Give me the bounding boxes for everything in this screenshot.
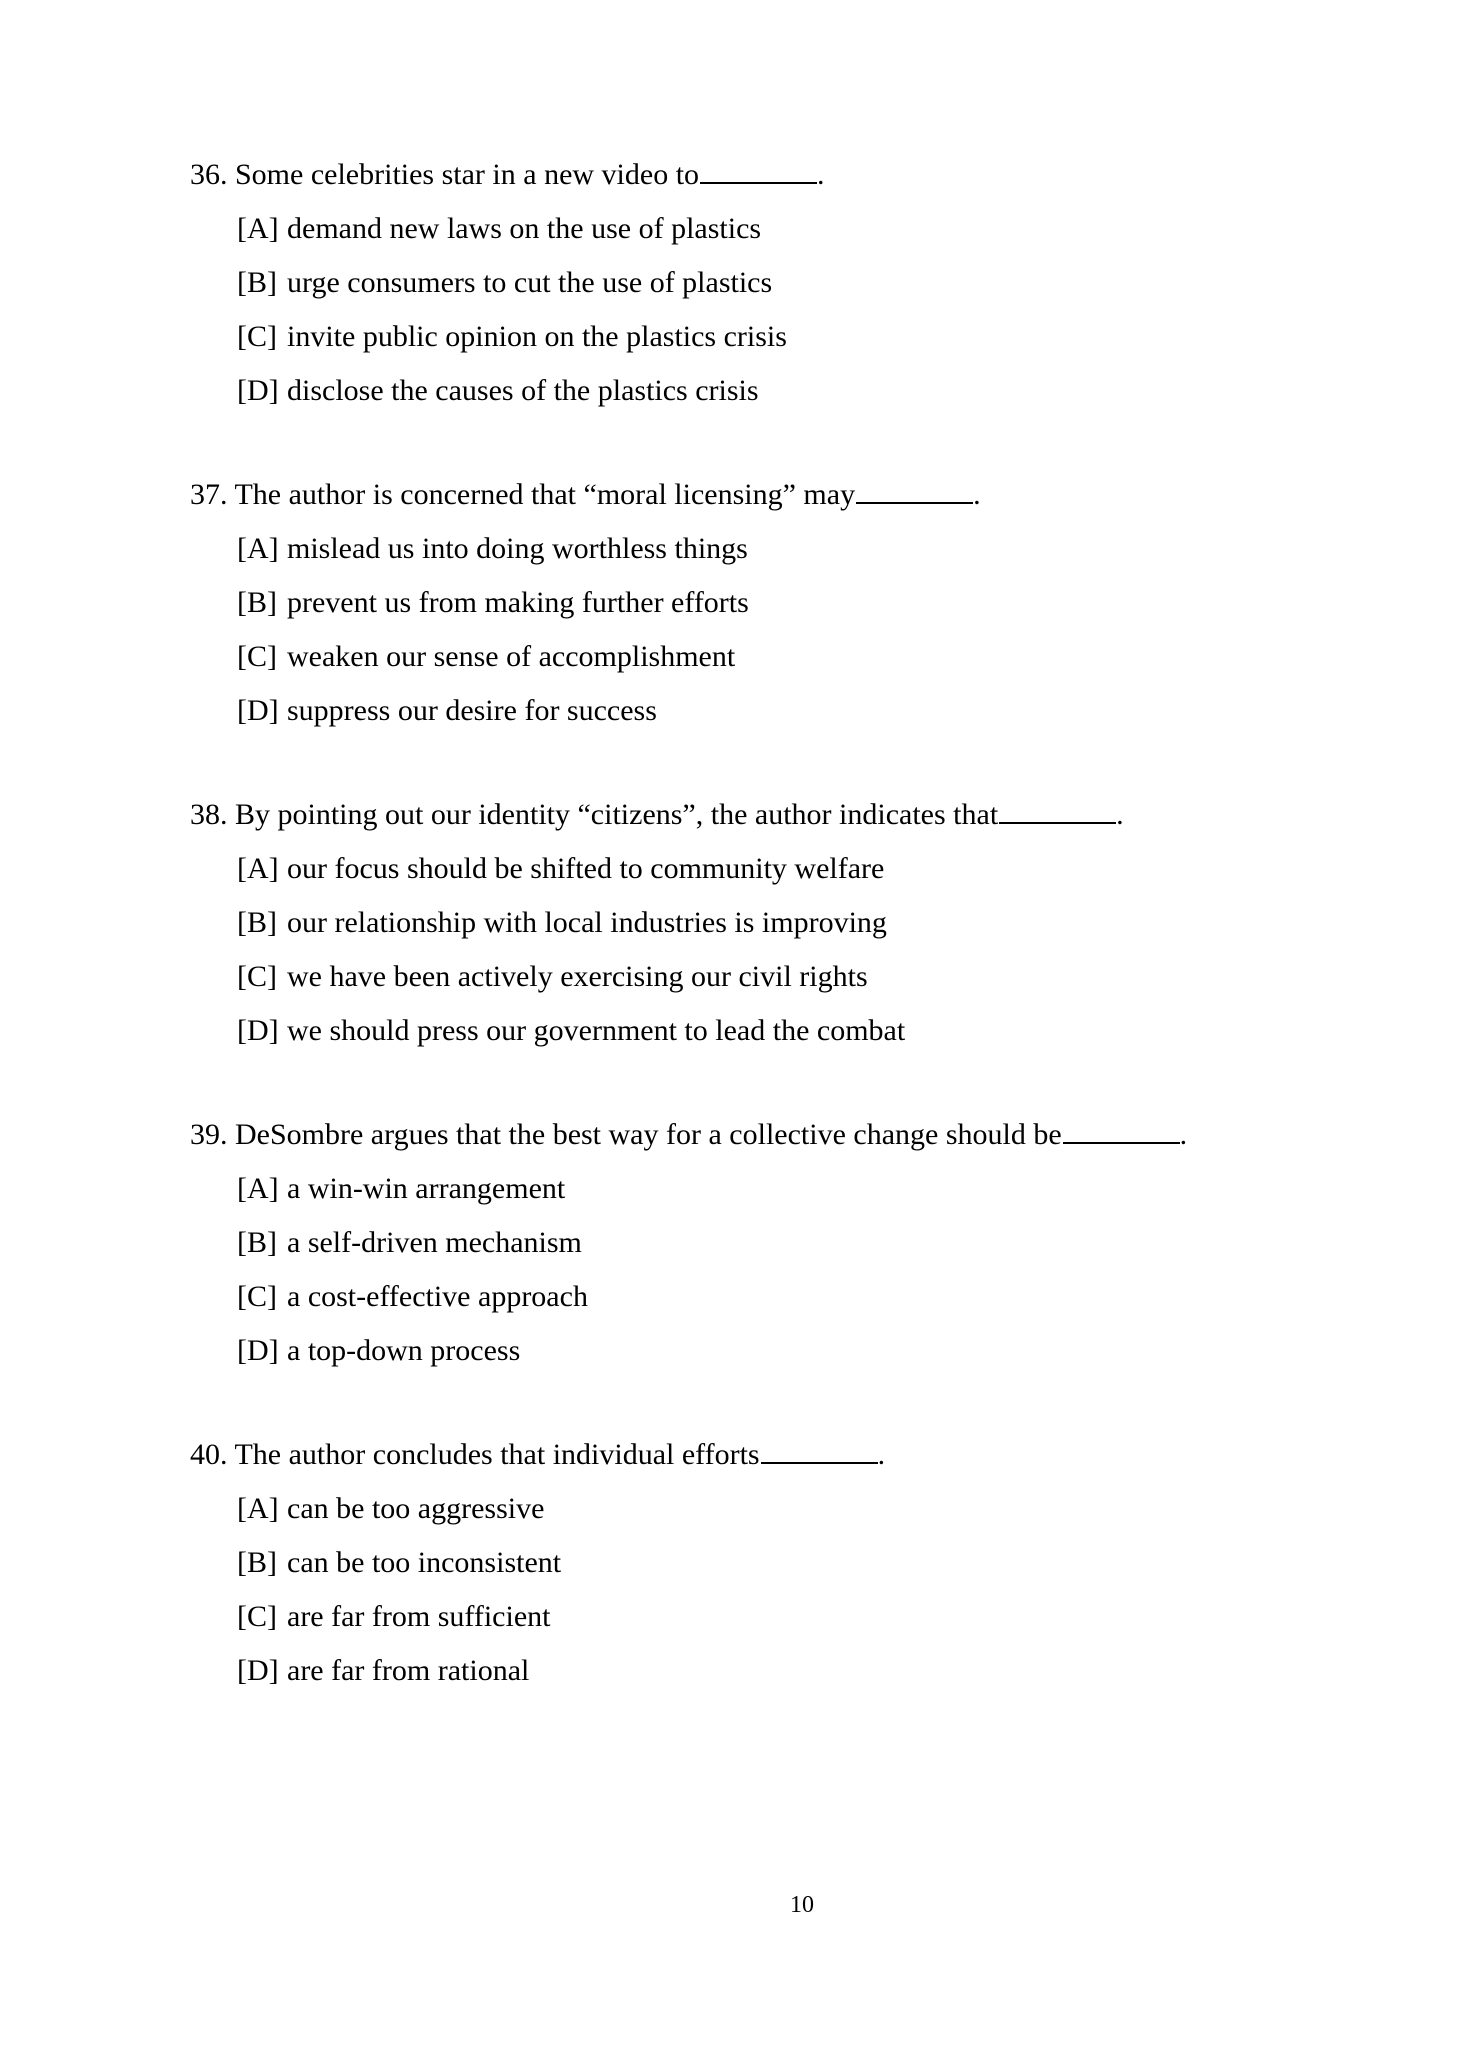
- option-list: [237, 209, 1340, 411]
- question-end: .: [1179, 1118, 1188, 1151]
- option-c: [237, 1597, 1340, 1637]
- option-letter: [B]: [237, 266, 277, 299]
- option-text: are far from rational: [287, 1654, 530, 1687]
- answer-blank: [856, 477, 973, 504]
- option-letter: [D]: [237, 374, 279, 407]
- question-39: [190, 1115, 1340, 1385]
- option-d: [237, 691, 1340, 731]
- option-letter: [B]: [237, 1226, 277, 1259]
- option-a: [237, 849, 1340, 889]
- option-letter: [C]: [237, 320, 277, 353]
- question-end: .: [1116, 798, 1124, 831]
- question-36: [190, 155, 1340, 425]
- question-text: By pointing out our identity “citizens”, the author indicates that: [235, 798, 999, 831]
- option-list: [237, 1489, 1340, 1691]
- option-b: [237, 1543, 1340, 1583]
- option-a: [237, 1169, 1340, 1209]
- option-text: a self-driven mechanism: [287, 1226, 582, 1259]
- option-letter: [A]: [237, 212, 279, 245]
- option-letter: [A]: [237, 852, 279, 885]
- option-b: [237, 903, 1340, 943]
- question-end: .: [877, 1438, 886, 1471]
- option-d: [237, 1651, 1340, 1691]
- option-letter: [A]: [237, 1172, 279, 1205]
- option-c: [237, 1277, 1340, 1317]
- option-letter: [B]: [237, 906, 277, 939]
- question-37: [190, 475, 1340, 745]
- option-text: urge consumers to cut the use of plastics: [287, 266, 773, 299]
- option-c: [237, 317, 1340, 357]
- option-text: we should press our government to lead the combat: [287, 1014, 906, 1047]
- option-text: suppress our desire for success: [287, 694, 657, 727]
- option-list: [237, 529, 1340, 731]
- option-letter: [D]: [237, 1334, 279, 1367]
- option-text: invite public opinion on the plastics crisis: [287, 320, 787, 353]
- option-d: [237, 371, 1340, 411]
- question-number: 39.: [190, 1118, 228, 1151]
- option-text: our relationship with local industries is improving: [287, 906, 887, 939]
- question-stem: [190, 1115, 1340, 1155]
- option-letter: [D]: [237, 1654, 279, 1687]
- option-text: weaken our sense of accomplishment: [287, 640, 736, 673]
- option-text: prevent us from making further efforts: [287, 586, 749, 619]
- question-number: 36.: [190, 158, 228, 191]
- option-d: [237, 1011, 1340, 1051]
- option-text: we have been actively exercising our civil rights: [287, 960, 868, 993]
- question-40: [190, 1435, 1340, 1705]
- question-number: 37.: [190, 478, 228, 511]
- option-letter: [C]: [237, 640, 277, 673]
- option-letter: [C]: [237, 1280, 277, 1313]
- option-letter: [C]: [237, 1600, 277, 1633]
- question-stem: [190, 1435, 1340, 1475]
- question-38: [190, 795, 1340, 1065]
- option-text: our focus should be shifted to community welfare: [287, 852, 885, 885]
- option-b: [237, 263, 1340, 303]
- question-text: The author concludes that individual efforts: [234, 1438, 760, 1471]
- option-b: [237, 1223, 1340, 1263]
- question-text: DeSombre argues that the best way for a collective change should be: [235, 1118, 1062, 1151]
- option-letter: [A]: [237, 532, 279, 565]
- option-text: disclose the causes of the plastics crisis: [287, 374, 759, 407]
- option-letter: [B]: [237, 586, 277, 619]
- question-stem: [190, 155, 1340, 195]
- option-a: [237, 1489, 1340, 1529]
- option-d: [237, 1331, 1340, 1371]
- option-a: [237, 209, 1340, 249]
- option-letter: [B]: [237, 1546, 277, 1579]
- option-text: demand new laws on the use of plastics: [287, 212, 762, 245]
- option-text: mislead us into doing worthless things: [287, 532, 748, 565]
- question-stem: [190, 475, 1340, 515]
- option-letter: [D]: [237, 694, 279, 727]
- option-text: a win-win arrangement: [287, 1172, 566, 1205]
- question-end: .: [817, 158, 825, 191]
- option-text: a top-down process: [287, 1334, 521, 1367]
- option-text: can be too inconsistent: [287, 1546, 562, 1579]
- question-number: 38.: [190, 798, 228, 831]
- answer-blank: [999, 797, 1116, 824]
- question-stem: [190, 795, 1340, 835]
- question-text: The author is concerned that “moral licensing” may: [234, 478, 856, 511]
- option-text: a cost-effective approach: [287, 1280, 588, 1313]
- answer-blank: [700, 157, 817, 184]
- question-number: 40.: [190, 1438, 228, 1471]
- option-letter: [D]: [237, 1014, 279, 1047]
- option-a: [237, 529, 1340, 569]
- option-text: can be too aggressive: [287, 1492, 545, 1525]
- option-c: [237, 957, 1340, 997]
- option-letter: [C]: [237, 960, 277, 993]
- page-number: 10: [790, 1892, 814, 1918]
- option-c: [237, 637, 1340, 677]
- answer-blank: [1063, 1117, 1180, 1144]
- option-list: [237, 1169, 1340, 1371]
- question-text: Some celebrities star in a new video to: [235, 158, 700, 191]
- option-letter: [A]: [237, 1492, 279, 1525]
- option-text: are far from sufficient: [287, 1600, 551, 1633]
- option-list: [237, 849, 1340, 1051]
- answer-blank: [761, 1437, 878, 1464]
- question-end: .: [973, 478, 981, 511]
- option-b: [237, 583, 1340, 623]
